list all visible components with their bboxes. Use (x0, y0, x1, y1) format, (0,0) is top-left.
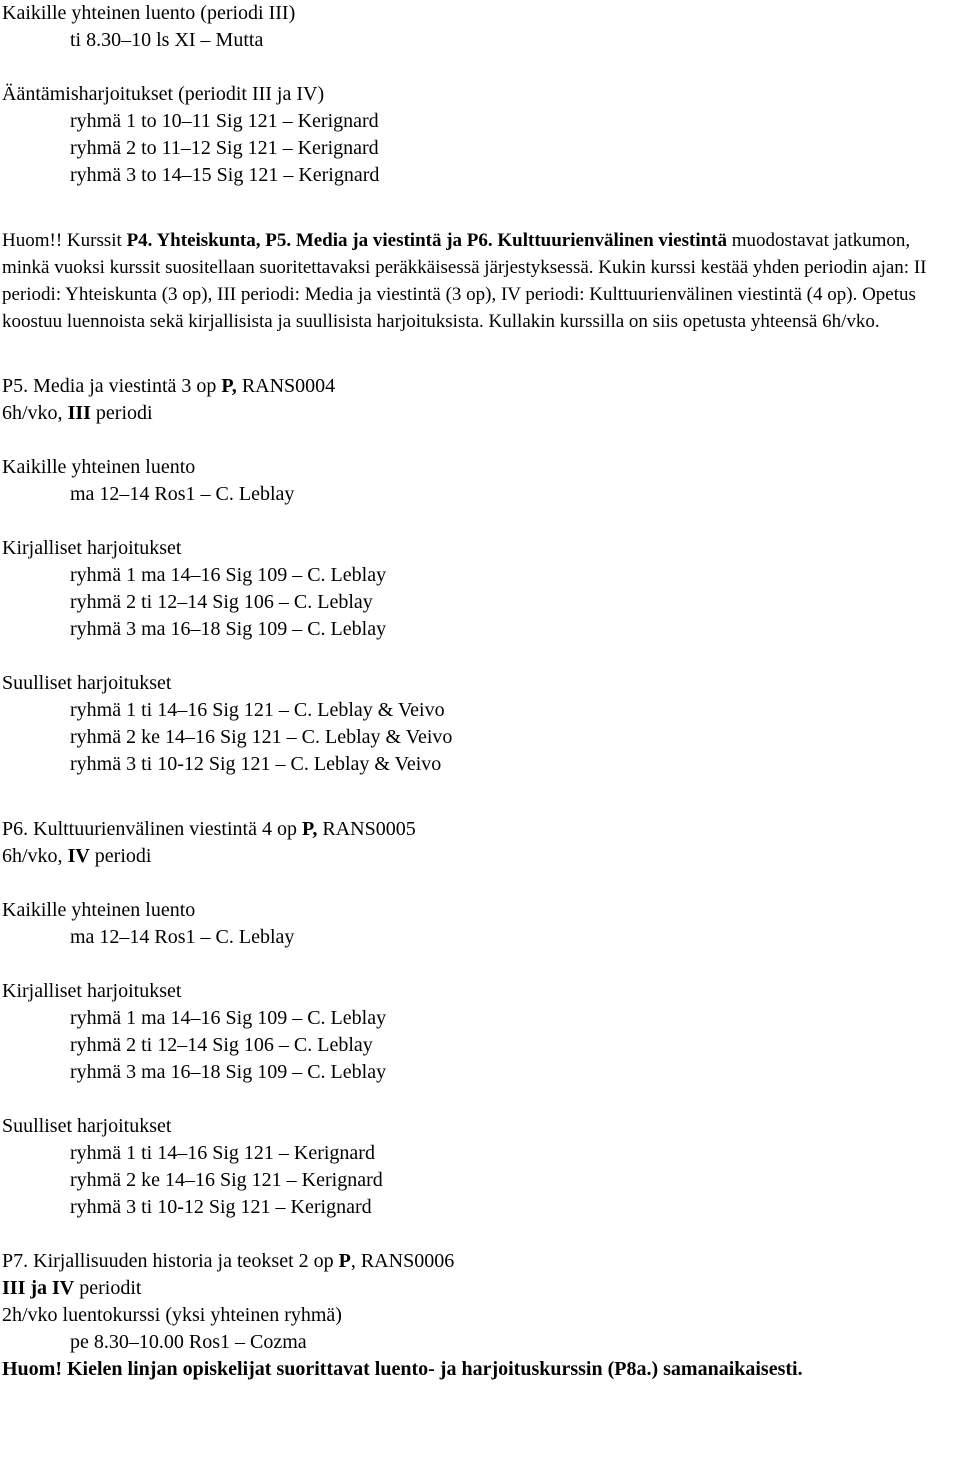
p6-oral-2: ryhmä 2 ke 14–16 Sig 121 – Kerignard (70, 1169, 383, 1191)
p7-periods (2, 1275, 960, 1302)
note-bold: P4. Yhteiskunta, P5. Media ja viestintä ja P6. Kulttuurienvälinen viestintä (126, 230, 728, 251)
p6-sub-c: periodi (89, 845, 152, 867)
p7-title-b: P (338, 1250, 351, 1272)
p5-title-b: P, (221, 375, 237, 397)
p5-written-title: Kirjalliset harjoitukset (2, 537, 182, 559)
p5-oral-1: ryhmä 1 ti 14–16 Sig 121 – C. Leblay & Veivo (70, 699, 445, 721)
p7-title (2, 1248, 960, 1275)
p6-title (2, 816, 960, 843)
final-note-bold: Huom! Kielen linjan opiskelijat suorittavat luento- ja harjoituskurssin (P8a.) samanaikaisesti. (2, 1358, 803, 1380)
p6-title-b: P, (301, 818, 318, 840)
block2-group-1: ryhmä 1 to 10–11 Sig 121 – Kerignard (70, 110, 379, 132)
p5-sub-c: periodi (90, 402, 153, 424)
p7-title-c: , RANS0006 (350, 1250, 455, 1272)
block1-line: ti 8.30–10 ls XI – Mutta (70, 29, 264, 51)
p5-sub-b: III (67, 402, 91, 424)
p6-title-c: RANS0005 (317, 818, 416, 840)
p5-written-3: ryhmä 3 ma 16–18 Sig 109 – C. Leblay (70, 618, 387, 640)
p5-oral-title: Suulliset harjoitukset (2, 672, 172, 694)
note-paragraph (2, 227, 952, 335)
p6-sub (2, 843, 960, 870)
p6-oral-title: Suulliset harjoitukset (2, 1115, 172, 1137)
p5-sub (2, 400, 960, 427)
p6-written-2: ryhmä 2 ti 12–14 Sig 106 – C. Leblay (70, 1034, 373, 1056)
p5-lecture-title: Kaikille yhteinen luento (2, 456, 196, 478)
block2-group-2: ryhmä 2 to 11–12 Sig 121 – Kerignard (70, 137, 379, 159)
p6-lecture-line: ma 12–14 Ros1 – C. Leblay (70, 926, 295, 948)
p6-lecture-title: Kaikille yhteinen luento (2, 899, 196, 921)
note-rest: muodostavat jatkumon, minkä vuoksi kurssit suositellaan suoritettavaksi peräkkäisessä järjestyksessä. Kukin kurssi kestää yhden periodin ajan: II periodi: Yhteiskunta (3 op), III periodi: Media ja viestintä (3 op), IV periodi: Kulttuurienvälinen viestintä (4 op). Opetus koostuu luennoista sekä kirjallisista ja suullisista harjoituksista. Kullakin kurssilla on siis opetusta yhteensä 6h/vko. (2, 230, 927, 332)
p5-lecture-line: ma 12–14 Ros1 – C. Leblay (70, 483, 295, 505)
p5-written-2: ryhmä 2 ti 12–14 Sig 106 – C. Leblay (70, 591, 373, 613)
p7-title-a: P7. Kirjallisuuden historia ja teokset 2 op (2, 1250, 339, 1272)
block1-title: Kaikille yhteinen luento (periodi III) (2, 2, 296, 24)
p6-oral-3: ryhmä 3 ti 10-12 Sig 121 – Kerignard (70, 1196, 372, 1218)
p6-sub-b: IV (67, 845, 90, 867)
p5-oral-3: ryhmä 3 ti 10-12 Sig 121 – C. Leblay & Veivo (70, 753, 442, 775)
p5-sub-a: 6h/vko, (2, 402, 68, 424)
p6-title-a: P6. Kulttuurienvälinen viestintä 4 op (2, 818, 302, 840)
p7-periods-rest: periodit (74, 1277, 142, 1299)
p7-final-note (2, 1356, 960, 1383)
p7-course: 2h/vko luentokurssi (yksi yhteinen ryhmä) (2, 1304, 342, 1326)
block2-title: Ääntämisharjoitukset (periodit III ja IV) (2, 83, 325, 105)
p6-written-1: ryhmä 1 ma 14–16 Sig 109 – C. Leblay (70, 1007, 387, 1029)
p6-oral-1: ryhmä 1 ti 14–16 Sig 121 – Kerignard (70, 1142, 375, 1164)
p6-written-3: ryhmä 3 ma 16–18 Sig 109 – C. Leblay (70, 1061, 387, 1083)
p6-sub-a: 6h/vko, (2, 845, 68, 867)
p7-periods-bold: III ja IV (2, 1277, 75, 1299)
p7-time: pe 8.30–10.00 Ros1 – Cozma (70, 1331, 307, 1353)
block2-group-3: ryhmä 3 to 14–15 Sig 121 – Kerignard (70, 164, 380, 186)
p5-title-a: P5. Media ja viestintä 3 op (2, 375, 222, 397)
p5-title (2, 373, 960, 400)
p5-oral-2: ryhmä 2 ke 14–16 Sig 121 – C. Leblay & Veivo (70, 726, 453, 748)
p6-written-title: Kirjalliset harjoitukset (2, 980, 182, 1002)
note-prefix: Huom!! Kurssit (2, 230, 127, 251)
p5-written-1: ryhmä 1 ma 14–16 Sig 109 – C. Leblay (70, 564, 387, 586)
p5-title-c: RANS0004 (236, 375, 336, 397)
